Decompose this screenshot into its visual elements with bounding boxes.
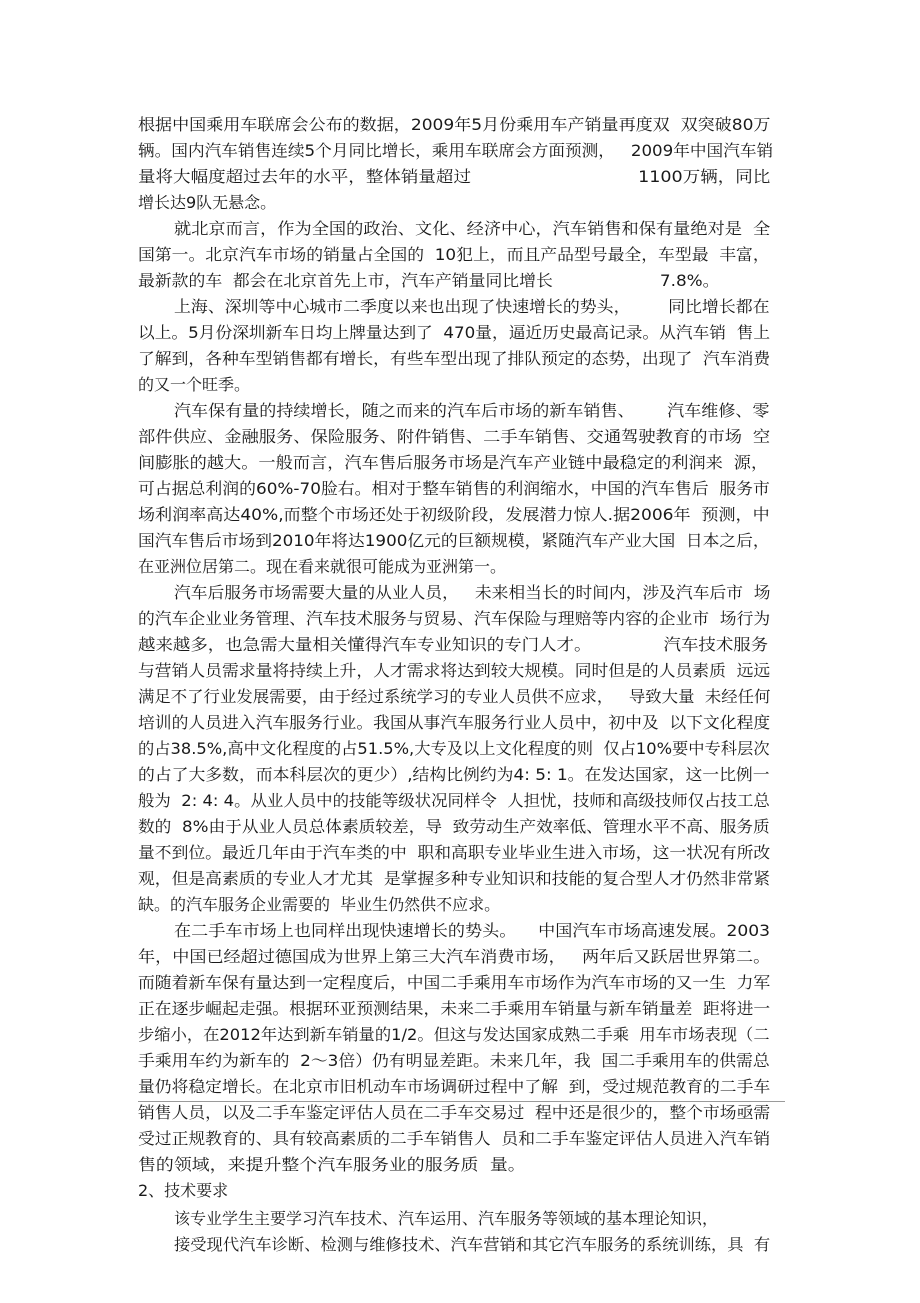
text-line: 量不到位。最近几年由于汽车类的中 职和高职专业毕业生进入市场，这一状况有所改 [138,843,771,862]
text-line: 越来越多，也急需大量相关懂得汽车专业知识的专门人才。 汽车技术服务 [138,635,769,654]
text-line: 可占据总利润的60%-70脸右。相对于整车销售的利润缩水，中国的汽车售后 服务市 [138,479,770,498]
section-divider [138,1101,785,1102]
text-line: 量将大幅度超过去年的水平，整体销量超过 1100万辆，同比 [138,167,771,186]
text-line: 最新款的车 都会在北京首先上市，汽车产销量同比增长 7.8%。 [138,271,720,290]
text-line: 接受现代汽车诊断、检测与维修技术、汽车营销和其它汽车服务的系统训练，具 有 [174,1235,771,1254]
text-line: 国第一。北京汽车市场的销量占全国的 10犯上，而且产品型号最全，车型最 丰富， [138,245,770,264]
text-line: 培训的人员进入汽车服务行业。我国从事汽车服务行业人员中，初中及 以下文化程度 [138,713,771,732]
text-line: 根据中国乘用车联席会公布的数据，2009年5月份乘用车产销量再度双 双突破80万 [138,115,771,134]
text-line: 辆。国内汽车销售连续5个月同比增长，乘用车联席会方面预测， 2009年中国汽车销 [138,141,774,160]
text-line: 的汽车企业业务管理、汽车技术服务与贸易、汽车保险与理赔等内容的企业市 场行为 [138,609,771,628]
text-line: 就北京而言，作为全国的政治、文化、经济中心，汽车销售和保有量绝对是 全 [174,219,771,238]
text-line: 数的 8%由于从业人员总体素质较差，导 致劳动生产效率低、管理水平不高、服务质 [138,817,770,836]
text-line: 汽车后服务市场需要大量的从业人员， 未来相当长的时间内，涉及汽车后市 场 [174,583,771,602]
text-line: 的又一个旺季。 [138,375,251,394]
text-line: 步缩小，在2012年达到新车销量的1/2。但这与发达国家成熟二手乘 用车市场表现（二 [138,1025,770,1044]
text-line: 该专业学生主要学习汽车技术、汽车运用、汽车服务等领域的基本理论知识， [174,1209,719,1228]
text-line: 场利润率高达40%,而整个市场还处于初级阶段，发展潜力惊人.据2006年 预测，中 [138,505,770,524]
text-line: 满足不了行业发展需要，由于经过系统学习的专业人员供不应求， 导致大量 未经任何 [138,687,771,706]
text-line: 的占了大多数，而本科层次的更少）,结构比例约为4: 5: 1。在发达国家，这一比例一 [138,765,770,784]
text-line: 国汽车售后市场到2010年将达1900亿元的巨额规模，紧随汽车产业大国 日本之后， [138,531,770,550]
text-line: 增长达9队无悬念。 [138,193,277,212]
text-line: 售的领域，来提升整个汽车服务业的服务质 量。 [138,1155,526,1174]
text-line: 汽车保有量的持续增长，随之而来的汽车后市场的新车销售、 汽车维修、零 [174,401,770,420]
text-line: 正在逐步崛起走强。根据环亚预测结果，未来二手乘用车销量与新车销量差 距将进一 [138,999,771,1018]
text-line: 年，中国已经超过德国成为世界上第三大汽车消费市场， 两年后又跃居世界第二。 [138,947,771,966]
text-line: 以上。5月份深圳新车日均上牌量达到了 470量，逼近历史最高记录。从汽车销 售上 [138,323,771,342]
text-line: 间膨胀的越大。一般而言，汽车售后服务市场是汽车产业链中最稳定的利润来 源， [138,453,769,472]
text-line: 受过正规教育的、具有较高素质的二手车销售人 员和二手车鉴定评估人员进入汽车销 [138,1129,771,1148]
text-line: 量仍将稳定增长。在北京市旧机动车市场调研过程中了解 到，受过规范教育的二手车 [138,1077,771,1096]
text-line: 而随着新车保有量达到一定程度后，中国二手乘用车市场作为汽车市场的又一生 力军 [138,973,771,992]
text-line: 般为 2: 4: 4。从业人员中的技能等级状况同样令 人担忧，技师和高级技师仅占技工总 [138,791,770,810]
text-line: 上海、深圳等中心城市二季度以来也出现了快速增长的势头， 同比增长都在 [174,297,770,316]
text-line: 2、技术要求 [138,1181,229,1200]
text-line: 手乘用车约为新车的 2～3倍）仍有明显差距。未来几年，我 国二手乘用车的供需总 [138,1051,770,1070]
text-line: 的占38.5%,高中文化程度的占51.5%,大专及以上文化程度的则 仅占10%要中专科层次 [138,739,770,758]
text-line: 在二手车市场上也同样出现快速增长的势头。 中国汽车市场高速发展。2003 [174,921,771,940]
text-line: 与营销人员需求量将持续上升，人才需求将达到较大规模。同时但是的人员素质 远远 [138,661,771,680]
text-line: 部件供应、金融服务、保险服务、附件销售、二手车销售、交通驾驶教育的市场 空 [138,427,771,446]
text-line: 观，但是高素质的专业人才尤其 是掌握多种专业知识和技能的复合型人才仍然非常紧 [138,869,771,888]
text-line: 在亚洲位居第二。现在看来就很可能成为亚洲第一。 [138,557,507,576]
text-line: 销售人员，以及二手车鉴定评估人员在二手车交易过 程中还是很少的，整个市场亟需 [138,1103,771,1122]
text-line: 了解到，各种车型销售都有增长，有些车型出现了排队预定的态势，出现了 汽车消费 [138,349,771,368]
text-line: 缺。的汽车服务企业需要的 毕业生仍然供不应求。 [138,895,501,914]
